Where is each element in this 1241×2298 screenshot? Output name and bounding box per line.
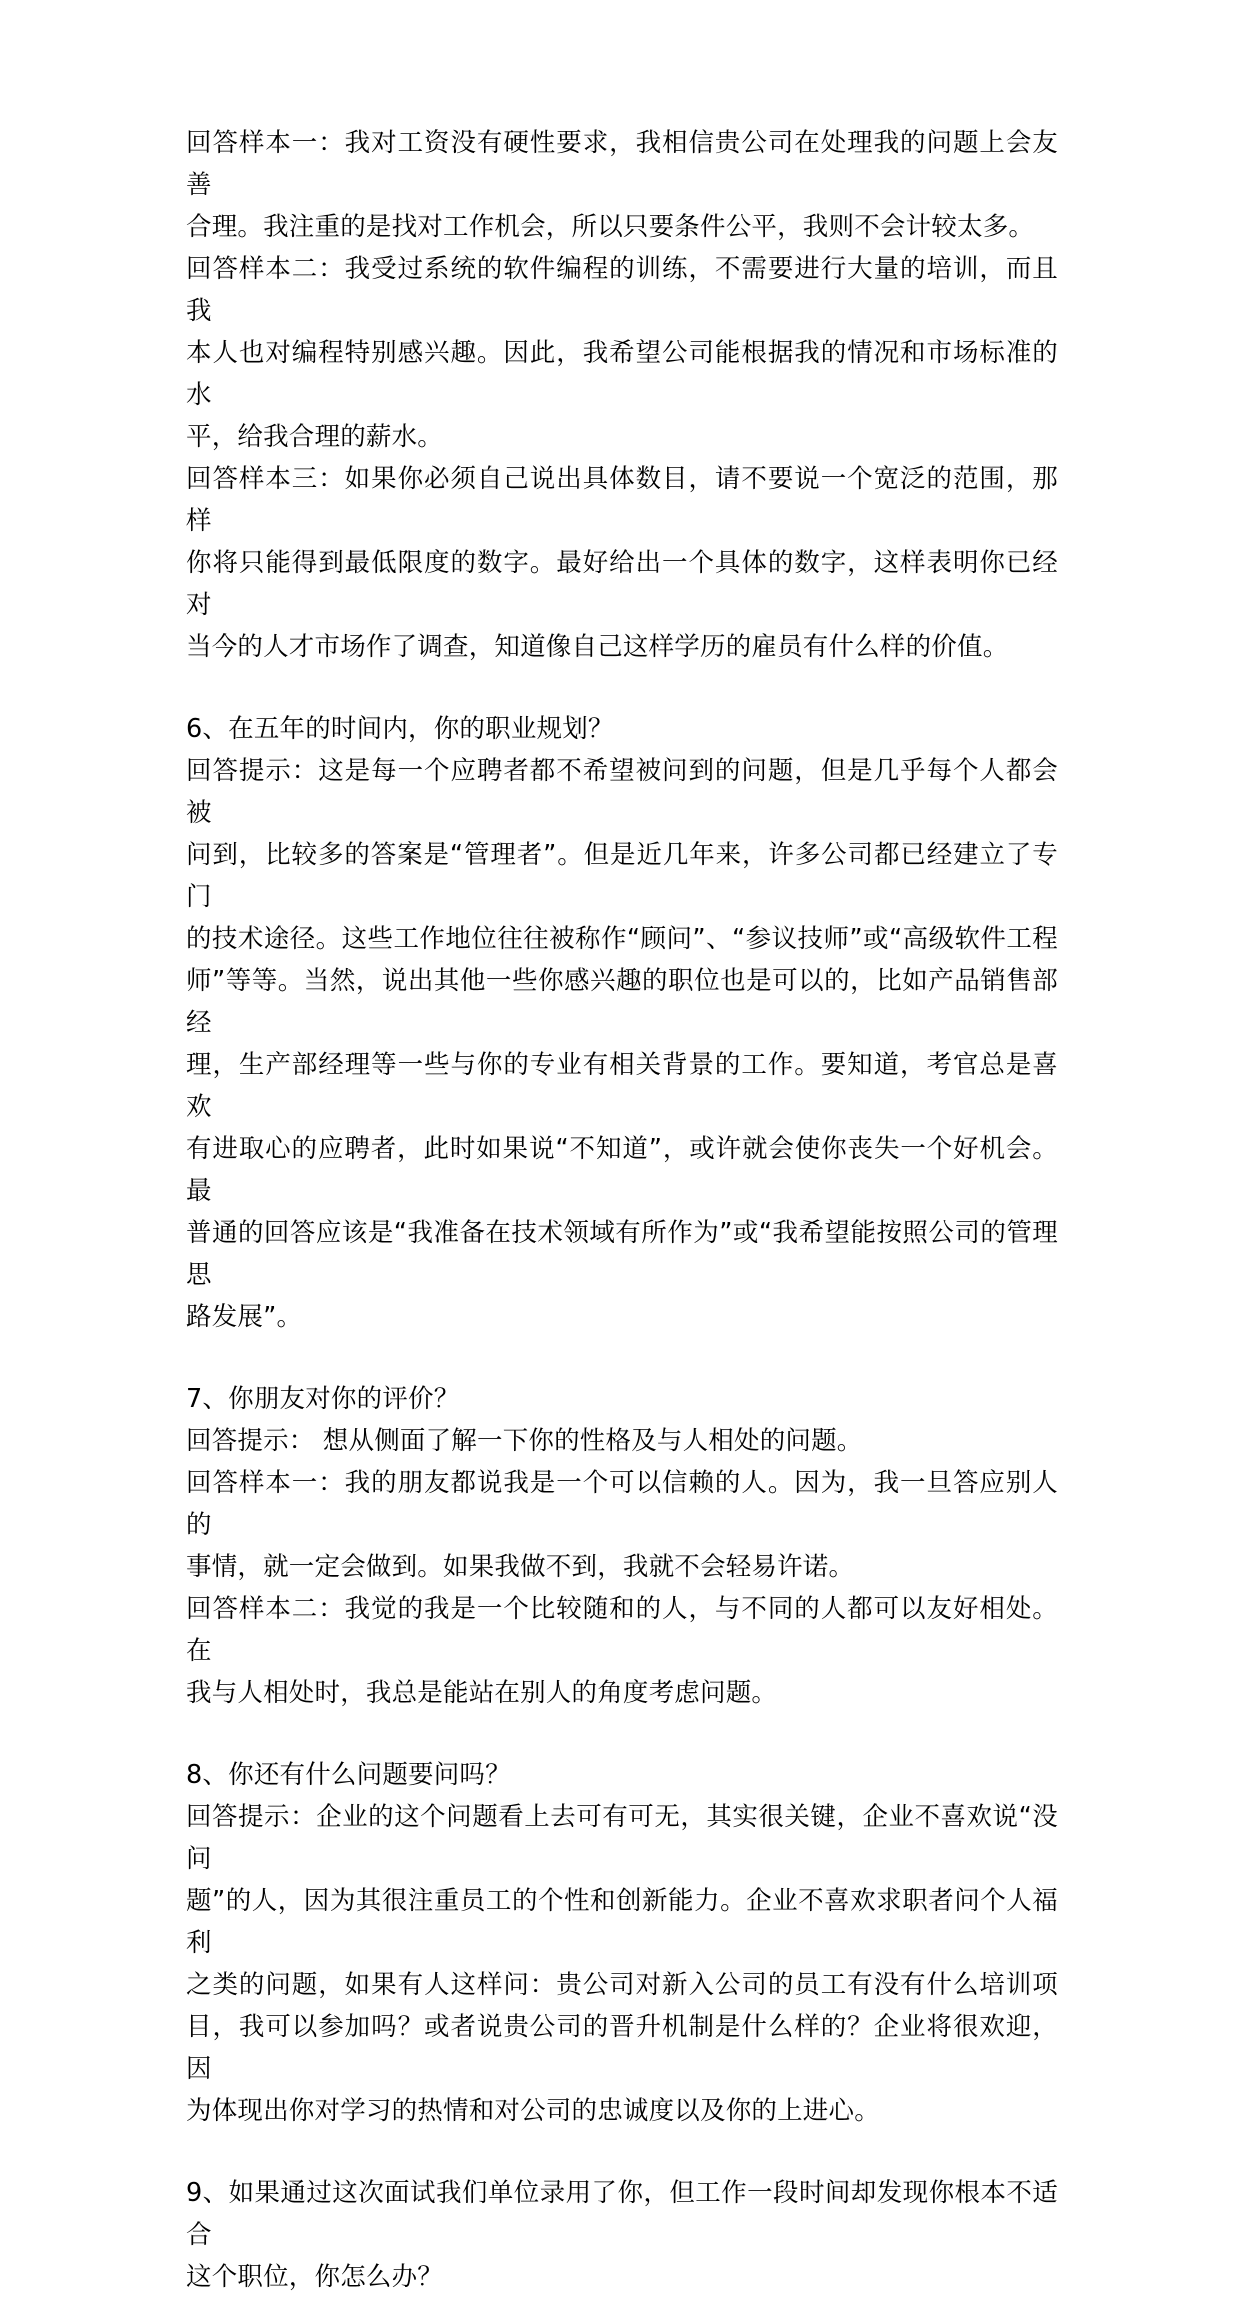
body-text-line: 回答样本一：我对工资没有硬性要求，我相信贵公司在处理我的问题上会友善 bbox=[186, 128, 1058, 200]
text-block-question-6 bbox=[186, 708, 1058, 1338]
question-heading-line: 9、如果通过这次面试我们单位录用了你，但工作一段时间却发现你根本不适合 bbox=[186, 2178, 1058, 2250]
body-text-line: 之类的问题，如果有人这样问：贵公司对新入公司的员工有没有什么培训项 bbox=[186, 1970, 1058, 2000]
question-heading-line: 8、你还有什么问题要问吗？ bbox=[186, 1760, 511, 1790]
body-text-line: 平，给我合理的薪水。 bbox=[186, 422, 444, 452]
body-text-line: 回答样本二：我觉的我是一个比较随和的人，与不同的人都可以友好相处。在 bbox=[186, 1594, 1058, 1666]
body-text-line: 当今的人才市场作了调查，知道像自己这样学历的雇员有什么样的价值。 bbox=[186, 632, 1009, 662]
question-heading-line: 这个职位，你怎么办？ bbox=[186, 2262, 444, 2292]
text-block-answer-samples-salary bbox=[186, 122, 1058, 668]
body-text-line: 问到，比较多的答案是“管理者”。但是近几年来，许多公司都已经建立了专门 bbox=[186, 840, 1058, 912]
body-text-line: 普通的回答应该是“我准备在技术领域有所作为”或“我希望能按照公司的管理思 bbox=[186, 1218, 1058, 1290]
body-text-line: 本人也对编程特别感兴趣。因此，我希望公司能根据我的情况和市场标准的水 bbox=[186, 338, 1058, 410]
body-text-line: 的技术途径。这些工作地位往往被称作“顾问”、“参议技师”或“高级软件工程 bbox=[186, 924, 1058, 954]
body-text-line: 路发展”。 bbox=[186, 1302, 303, 1332]
body-text-line: 为体现出你对学习的热情和对公司的忠诚度以及你的上进心。 bbox=[186, 2096, 880, 2126]
question-heading-line: 6、在五年的时间内，你的职业规划？ bbox=[186, 714, 614, 744]
body-text-line: 理，生产部经理等一些与你的专业有相关背景的工作。要知道，考官总是喜欢 bbox=[186, 1050, 1058, 1122]
body-text-line: 回答样本二：我受过系统的软件编程的训练，不需要进行大量的培训，而且我 bbox=[186, 254, 1058, 326]
body-text-line: 题”的人，因为其很注重员工的个性和创新能力。企业不喜欢求职者问个人福利 bbox=[186, 1886, 1058, 1958]
body-text-line: 回答提示： 想从侧面了解一下你的性格及与人相处的问题。 bbox=[186, 1426, 863, 1456]
body-text-line: 回答样本三：如果你必须自己说出具体数目，请不要说一个宽泛的范围，那样 bbox=[186, 464, 1058, 536]
body-text-line: 回答样本一：我的朋友都说我是一个可以信赖的人。因为，我一旦答应别人的 bbox=[186, 1468, 1058, 1540]
body-text-line: 师”等等。当然，说出其他一些你感兴趣的职位也是可以的，比如产品销售部经 bbox=[186, 966, 1058, 1038]
body-text-line: 你将只能得到最低限度的数字。最好给出一个具体的数字，这样表明你已经对 bbox=[186, 548, 1058, 620]
question-heading-line: 7、你朋友对你的评价？ bbox=[186, 1384, 460, 1414]
body-text-line: 回答提示：企业的这个问题看上去可有可无，其实很关键，企业不喜欢说“没问 bbox=[186, 1802, 1058, 1874]
body-text-line: 事情，就一定会做到。如果我做不到，我就不会轻易许诺。 bbox=[186, 1552, 855, 1582]
body-text-line: 目，我可以参加吗？或者说贵公司的晋升机制是什么样的？企业将很欢迎，因 bbox=[186, 2012, 1058, 2084]
document-body bbox=[186, 122, 1058, 2298]
body-text-line: 我与人相处时，我总是能站在别人的角度考虑问题。 bbox=[186, 1678, 778, 1708]
text-block-question-9 bbox=[186, 2172, 1058, 2298]
body-text-line: 回答提示：这是每一个应聘者都不希望被问到的问题，但是几乎每个人都会被 bbox=[186, 756, 1058, 828]
body-text-line: 合理。我注重的是找对工作机会，所以只要条件公平，我则不会计较太多。 bbox=[186, 212, 1035, 242]
text-block-question-7 bbox=[186, 1378, 1058, 1714]
body-text-line: 有进取心的应聘者，此时如果说“不知道”，或许就会使你丧失一个好机会。最 bbox=[186, 1134, 1058, 1206]
text-block-question-8 bbox=[186, 1754, 1058, 2132]
